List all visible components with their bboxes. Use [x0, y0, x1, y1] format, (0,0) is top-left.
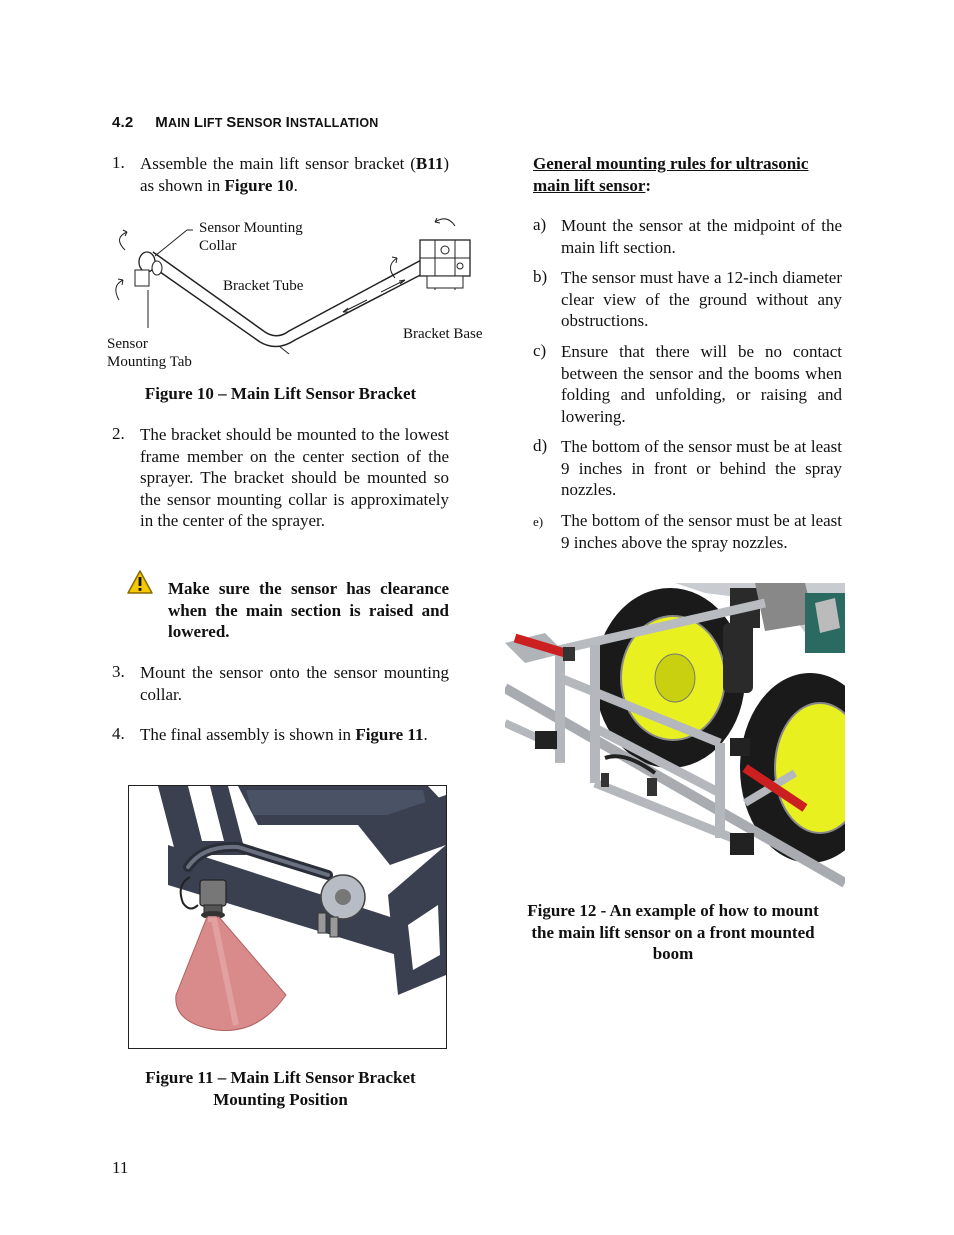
title-initial: I	[285, 114, 290, 131]
step-number: 2.	[112, 424, 125, 443]
title-initial: M	[155, 114, 168, 131]
rule-text: The sensor must have a 12-inch diameter clear view of the ground without any obstructions.	[561, 268, 842, 330]
step-number: 1.	[112, 153, 125, 172]
figure-12-caption	[505, 900, 841, 965]
rule-letter: b)	[533, 267, 548, 286]
section-heading	[112, 114, 378, 131]
rules-heading-text: General mounting rules for ultrasonic main lift sensor	[533, 154, 809, 195]
rules-heading	[533, 153, 843, 196]
step-text-part: .	[293, 175, 298, 195]
step-text-part: The final assembly is shown in	[140, 725, 356, 744]
label-bracket-tube: Bracket Tube	[223, 278, 304, 294]
label-line: Sensor	[107, 336, 148, 352]
step-4-text	[140, 724, 449, 746]
figure-11-image	[128, 785, 447, 1049]
step-text-part: Assemble the main lift sensor bracket (	[140, 154, 416, 173]
caption-line: Mounting Position	[213, 1089, 348, 1109]
figure-reference: Figure 11	[355, 725, 424, 744]
rule-letter: e)	[533, 514, 544, 529]
title-rest: NSTALLATION	[289, 116, 379, 130]
caption-line: Figure 12 - An example of how to mount	[527, 901, 819, 920]
caption-line: the main lift sensor on a front mounted	[531, 922, 815, 942]
rule-text: The bottom of the sensor must be at least 9 inches above the spray nozzles.	[561, 511, 842, 552]
title-initial: S	[226, 114, 237, 131]
step-1-text	[140, 153, 449, 196]
title-rest: ENSOR	[236, 116, 286, 130]
label-collar	[199, 219, 303, 255]
step-2-text: The bracket should be mounted to the lowest frame member on the center section of the sprayer. The bracket should be mounted so the sensor mounting collar is approximately in the center of the sprayer.	[140, 425, 449, 530]
caption-line: Figure 11 – Main Lift Sensor Bracket	[145, 1068, 416, 1087]
step-number: 3.	[112, 662, 125, 681]
title-rest: IFT	[203, 116, 227, 130]
rule-letter: d)	[533, 436, 548, 455]
rule-text: The bottom of the sensor must be at least 9 inches in front or behind the spray nozzles.	[561, 437, 842, 499]
step-3-text: Mount the sensor onto the sensor mounting collar.	[140, 663, 449, 704]
figure-reference: Figure 10	[224, 175, 294, 195]
rule-text: Ensure that there will be no contact between the sensor and the booms when folding and unfolding, or raising and lowering.	[561, 342, 842, 426]
rule-text: Mount the sensor at the midpoint of the main lift section.	[561, 216, 842, 257]
step-number: 4.	[112, 724, 125, 743]
label-line: Mounting Tab	[107, 354, 192, 370]
warning-text: Make sure the sensor has clearance when the main section is raised and lowered.	[168, 579, 449, 641]
figure-10-caption: Figure 10 – Main Lift Sensor Bracket	[144, 384, 417, 403]
rule-letter: a)	[533, 215, 547, 234]
part-reference: B11	[415, 154, 444, 173]
label-bracket-base: Bracket Base	[403, 326, 483, 342]
page-number: 11	[112, 1158, 129, 1177]
label-mounting-tab	[107, 335, 192, 371]
step-text-part: .	[423, 725, 428, 744]
rules-heading-suffix: :	[645, 175, 652, 195]
figure-11-caption	[112, 1067, 449, 1110]
label-line: Collar	[199, 238, 237, 254]
rule-letter: c)	[533, 341, 547, 360]
warning-icon	[126, 569, 154, 595]
section-number: 4.2	[112, 114, 134, 131]
title-initial: L	[193, 114, 204, 131]
figure-12-image	[505, 583, 845, 891]
step-text-part: ) as shown in	[140, 154, 449, 195]
caption-line: boom	[652, 944, 694, 963]
title-rest: AIN	[168, 116, 194, 130]
label-line: Sensor Mounting	[199, 220, 303, 236]
